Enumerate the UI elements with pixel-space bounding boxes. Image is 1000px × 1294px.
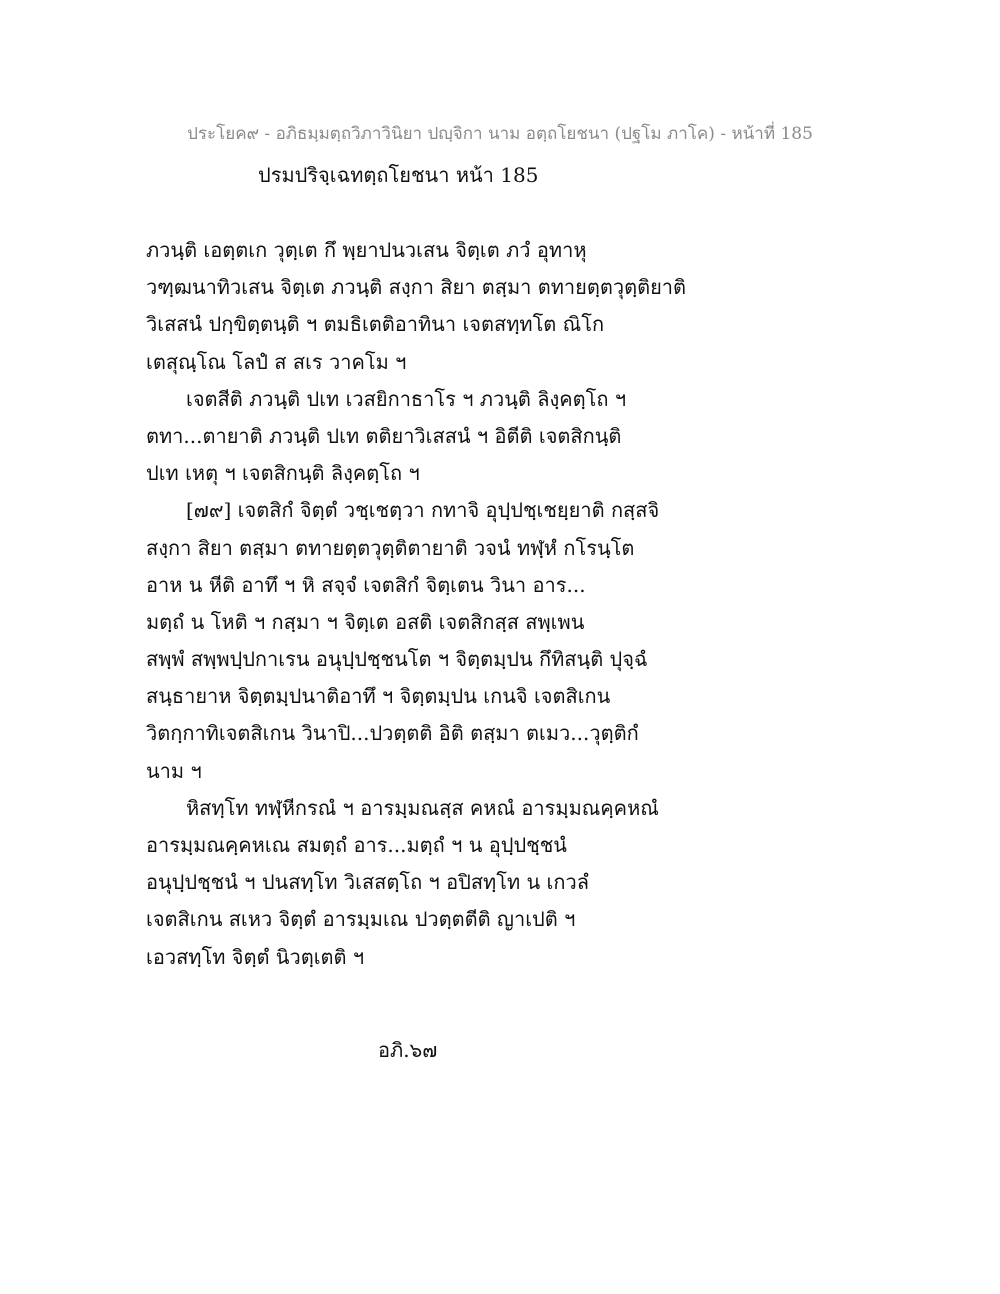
text-line: วิตกฺกาทิเจตสิเกน วินาปิ...ปวตฺตติ อิติ ตสฺมา ตเมว...วุตฺติกํ (146, 721, 639, 746)
text-line: วิเสสนํ ปกฺขิตฺตนฺติ ฯ ตมธิเตติอาทินา เจตสทฺทโต ณิโก (146, 312, 605, 337)
footer-reference: อภิ.๖๗ (378, 1038, 438, 1062)
text-line: อาห น หีติ อาทึ ฯ หิ สจฺจํ เจตสิกํ จิตฺเตน วินา อาร... (146, 572, 586, 597)
text-line: ตทา...ตายาติ ภวนฺติ ปเท ตติยาวิเสสนํ ฯ อิตีติ เจตสิกนฺติ (146, 423, 622, 448)
text-line: ปเท เหตุ ฯ เจตสิกนฺติ ลิงฺคตฺโถ ฯ (146, 461, 420, 486)
text-line: วฑฺฒนาทิวเสน จิตฺเต ภวนฺติ สงฺกา สิยา ตสฺมา ตทายตฺตวุตฺติยาติ (146, 275, 686, 300)
text-line: นาม ฯ (146, 758, 202, 783)
text-line: ภวนฺติ เอตฺตเก วุตฺเต กึ พฺยาปนวเสน จิตฺเต ภวํ อุทาหุ (146, 238, 587, 262)
body-text (146, 232, 866, 976)
text-line: สพฺพํ สพฺพปฺปกาเรน อนุปฺปชฺชนโต ฯ จิตฺตมฺปน กึทิสนฺติ ปุจฺฉํ (146, 647, 648, 672)
text-line: เตสุณฺโณ โลปํ ส สเร วาคโม ฯ (146, 349, 407, 374)
text-line: อนุปฺปชฺชนํ ฯ ปนสทฺโท วิเสสตฺโถ ฯ อปิสทฺโท น เกวลํ (146, 870, 589, 895)
text-line: หิสทฺโท ทฬฺหีกรณํ ฯ อารมฺมณสฺส คหณํ อารมฺมณคฺคหณํ (186, 795, 659, 820)
text-line: สนฺธายาห จิตฺตมฺปนาติอาทึ ฯ จิตฺตมฺปน เกนจิ เจตสิเกน (146, 684, 611, 709)
running-header-text: ประโยค๙ - อภิธมฺมตฺถวิภาวินิยา ปญฺจิกา นาม อตฺถโยชนา (ปฐโม ภาโค) - หน้าที่ 185 (187, 124, 813, 144)
text-line: เจตสีติ ภวนฺติ ปเท เวสยิกาธาโร ฯ ภวนฺติ ลิงฺคตฺโถ ฯ (186, 386, 627, 411)
text-line: เอวสทฺโท จิตฺตํ นิวตฺเตติ ฯ (146, 944, 365, 969)
text-line: สงฺกา สิยา ตสฺมา ตทายตฺตวุตฺติตายาติ วจนํ ทฬฺหํ กโรนฺโต (146, 535, 635, 560)
text-line: อารมฺมณคฺคหเณ สมตฺถํ อาร...มตฺถํ ฯ น อุปฺปชฺชนํ (146, 833, 567, 857)
text-line: เจตสิเกน สเหว จิตฺตํ อารมฺมเณ ปวตฺตตีติ ญาเปติ ฯ (146, 907, 576, 932)
text-line: มตฺถํ น โหติ ฯ กสฺมา ฯ จิตฺเต อสติ เจตสิกสฺส สพฺเพน (146, 609, 585, 634)
text-line: [๗๙] เจตสิกํ จิตฺตํ วชฺเชตฺวา กทาจิ อุปฺปชฺเชยฺยาติ กสฺสจิ (186, 498, 660, 523)
page-title: ปรมปริจฺเฉทตฺถโยชนา หน้า 185 (258, 163, 539, 187)
running-header (0, 120, 1000, 147)
